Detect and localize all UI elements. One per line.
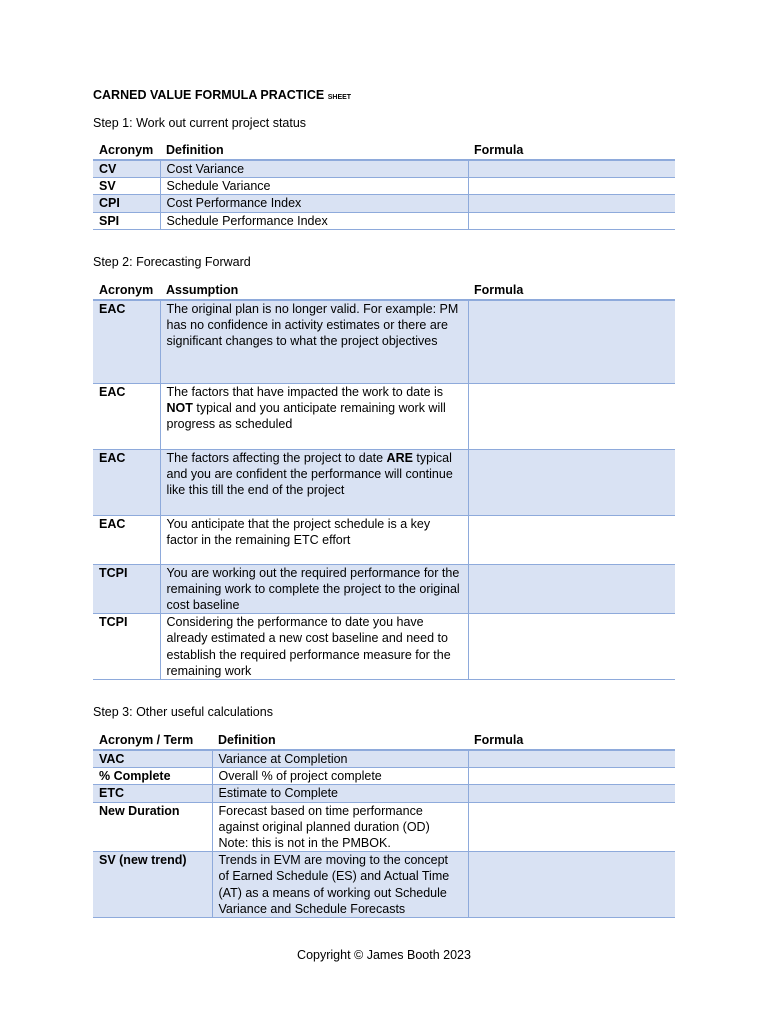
definition-cell: Schedule Performance Index: [160, 212, 468, 229]
acronym-cell: EAC: [93, 449, 160, 515]
formula-cell[interactable]: [468, 383, 675, 449]
acronym-cell: TCPI: [93, 614, 160, 680]
acronym-cell: % Complete: [93, 768, 212, 785]
emphasis-text: ARE: [386, 450, 413, 465]
assumption-text: typical and you are confident the performance will continue like this till the end of the project: [166, 450, 453, 497]
table-row: [93, 802, 675, 852]
formula-cell[interactable]: [468, 449, 675, 515]
table-row: [93, 564, 675, 614]
definition-cell: Trends in EVM are moving to the concept of Earned Schedule (ES) and Actual Time (AT) as a means of working out Schedule Variance and Schedule Forecasts: [212, 852, 468, 918]
formula-cell[interactable]: [468, 802, 675, 852]
step1-heading: Step 1: Work out current project status: [93, 116, 307, 130]
table-row: [93, 195, 675, 212]
formula-header: Formula: [468, 141, 675, 160]
assumption-cell: You are working out the required performance for the remaining work to complete the project to the original cost baseline: [160, 564, 468, 614]
assumption-cell: The original plan is no longer valid. For example: PM has no confidence in activity estimates or there are significant changes to what the project objectives: [160, 300, 468, 383]
acronym-cell: EAC: [93, 300, 160, 383]
acronym-cell: SPI: [93, 212, 160, 229]
formula-cell[interactable]: [468, 212, 675, 229]
formula-cell[interactable]: [468, 564, 675, 614]
definition-cell: Estimate to Complete: [212, 785, 468, 802]
formula-cell[interactable]: [468, 768, 675, 785]
table-row: [93, 515, 675, 564]
formula-header: Formula: [468, 731, 675, 750]
table-row: [93, 785, 675, 802]
definition-header: Definition: [212, 731, 468, 750]
acronym-cell: EAC: [93, 515, 160, 564]
title-main: CARNED VALUE FORMULA PRACTICE: [93, 88, 325, 102]
acronym-header: Acronym: [93, 281, 160, 300]
acronym-cell: CV: [93, 160, 160, 178]
table-row: [93, 178, 675, 195]
assumption-text: typical and you anticipate remaining work will progress as scheduled: [166, 400, 446, 431]
formula-header: Formula: [468, 281, 675, 300]
assumption-cell: Considering the performance to date you have already estimated a new cost baseline and need to establish the required performance measure for the remaining work: [160, 614, 468, 680]
step3-heading: Step 3: Other useful calculations: [93, 705, 273, 719]
acronym-cell: ETC: [93, 785, 212, 802]
assumption-cell: [160, 383, 468, 449]
definition-cell: Overall % of project complete: [212, 768, 468, 785]
step2-table: [93, 281, 675, 680]
formula-cell[interactable]: [468, 614, 675, 680]
formula-cell[interactable]: [468, 515, 675, 564]
acronym-cell: EAC: [93, 383, 160, 449]
table-row: [93, 300, 675, 383]
table-row: [93, 160, 675, 178]
definition-cell: Cost Variance: [160, 160, 468, 178]
step3-table: [93, 731, 675, 918]
assumption-cell: [160, 449, 468, 515]
table-row: [93, 383, 675, 449]
step3-header-row: [93, 731, 675, 750]
table-row: [93, 750, 675, 768]
formula-cell[interactable]: [468, 195, 675, 212]
document-title: [93, 88, 351, 102]
assumption-text: The factors affecting the project to date: [166, 450, 387, 465]
definition-cell: Schedule Variance: [160, 178, 468, 195]
formula-cell[interactable]: [468, 750, 675, 768]
formula-cell[interactable]: [468, 178, 675, 195]
acronym-cell: VAC: [93, 750, 212, 768]
step2-header-row: [93, 281, 675, 300]
definition-cell: Variance at Completion: [212, 750, 468, 768]
copyright-footer: Copyright © James Booth 2023: [297, 948, 471, 962]
step2-heading: Step 2: Forecasting Forward: [93, 255, 251, 269]
formula-cell[interactable]: [468, 160, 675, 178]
emphasis-text: NOT: [166, 400, 193, 415]
title-small: SHEET: [327, 94, 352, 101]
acronym-cell: CPI: [93, 195, 160, 212]
formula-cell[interactable]: [468, 785, 675, 802]
formula-cell[interactable]: [468, 300, 675, 383]
acronym-header: Acronym: [93, 141, 160, 160]
definition-header: Definition: [160, 141, 468, 160]
acronym-cell: TCPI: [93, 564, 160, 614]
definition-cell: Cost Performance Index: [160, 195, 468, 212]
acronym-cell: SV: [93, 178, 160, 195]
step1-header-row: [93, 141, 675, 160]
acronym-cell: New Duration: [93, 802, 212, 852]
step1-table: [93, 141, 675, 230]
definition-cell: Forecast based on time performance against original planned duration (OD) Note: this is not in the PMBOK.: [212, 802, 468, 852]
table-row: [93, 768, 675, 785]
table-row: [93, 212, 675, 229]
table-row: [93, 449, 675, 515]
acronym-cell: SV (new trend): [93, 852, 212, 918]
assumption-cell: You anticipate that the project schedule is a key factor in the remaining ETC effort: [160, 515, 468, 564]
assumption-header: Assumption: [160, 281, 468, 300]
table-row: [93, 614, 675, 680]
table-row: [93, 852, 675, 918]
formula-cell[interactable]: [468, 852, 675, 918]
assumption-text: The factors that have impacted the work to date is: [166, 384, 444, 399]
acronym-term-header: Acronym / Term: [93, 731, 212, 750]
